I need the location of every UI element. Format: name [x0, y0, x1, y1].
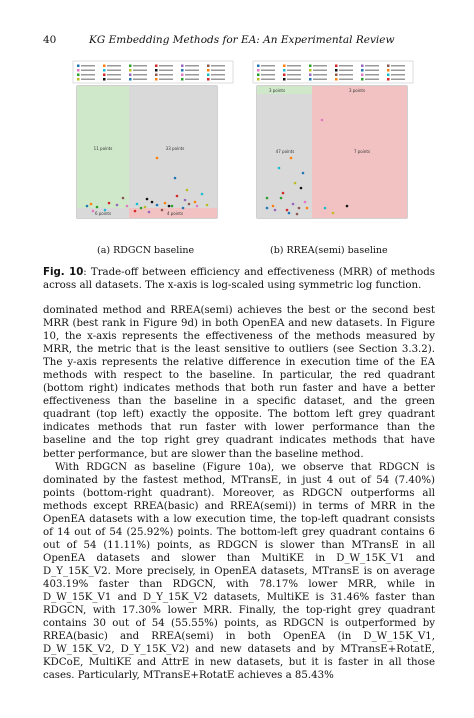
legend-entry [261, 65, 275, 67]
figure-b-chart [237, 58, 417, 228]
legend-entry [261, 70, 275, 72]
legend-entry [365, 74, 379, 76]
scatter-point [104, 209, 107, 212]
scatter-point [140, 207, 143, 210]
quadrant-bottom-right [312, 94, 407, 218]
legend-entry [365, 65, 379, 67]
scatter-point [290, 157, 293, 160]
scatter-point [116, 204, 119, 207]
legend-entry [133, 74, 147, 76]
legend-entry [81, 70, 95, 72]
legend-entry [339, 65, 353, 67]
legend-marker [361, 69, 364, 72]
scatter-point [90, 203, 93, 206]
legend-marker [283, 74, 286, 77]
scatter-point [186, 189, 189, 192]
legend-marker [77, 78, 80, 81]
legend-entry [391, 74, 405, 76]
paragraph-2: With RDGCN as baseline (Figure 10a), we observe that RDGCN is dominated by the fastest method, MTransE, in just 4 out of 54 (7.40%) points (bottom-right quadrant). Moreover, as RDGCN outperforms all methods except RREA(basic) and RREA(semi)) in terms of MRR in the OpenEA datasets with a low execution time, the top-left quadrant consists of 14 out of 54 (25.92%) points. The bottom-left grey quadrant contains 6 out of 54 (11.11%) points, as RDGCN is slower than MTransE in all OpenEA datasets and slower than MultiKE in D_W_15K_V1 and D_Y_15K_V2. More precisely, in OpenEA datasets, MTransE is on average 403.19% faster than RDGCN, with 78.17% lower MRR, while in D_W_15K_V1 and D_Y_15K_V2 datasets, MultiKE is 31.46% faster than RDGCN, with 17.30% lower MRR. Finally, the top-right grey quadrant contains 30 out of 54 (55.55%) points, as RDGCN is outperformed by RREA(basic) and RREA(semi) in both OpenEA (in D_W_15K_V1, D_W_15K_V2, D_Y_15K_V2) and new datasets and by MTransE+RotatE, KDCoE, MultiKE and AttrE in new datasets, but it is faster in all those cases. Particularly, MTransE+RotatE achieves a 85.43% [43, 461, 435, 682]
quadrant-bottom-left [257, 94, 312, 218]
legend-entry [287, 79, 301, 81]
page-number: 40 [43, 34, 57, 46]
scatter-point [282, 192, 285, 195]
legend-entry [185, 70, 199, 72]
figure-a-chart [57, 58, 237, 228]
scatter-point [184, 199, 187, 202]
quad-label-bl: 6 points [94, 211, 112, 216]
legend-marker [181, 65, 184, 68]
figure-b-svg [237, 58, 417, 228]
legend-marker [257, 69, 260, 72]
legend-marker [129, 74, 132, 77]
legend-marker [103, 78, 106, 81]
scatter-point [280, 197, 283, 200]
legend-marker [283, 65, 286, 68]
scatter-point [86, 205, 89, 208]
quad-label-tr: 3 points [348, 88, 366, 93]
legend-marker [103, 74, 106, 77]
legend-entry [81, 74, 95, 76]
legend-marker [283, 69, 286, 72]
legend-entry [391, 65, 405, 67]
scatter-point [346, 205, 349, 208]
scatter-point [288, 212, 291, 215]
legend-marker [387, 78, 390, 81]
legend-marker [129, 69, 132, 72]
legend-marker [257, 65, 260, 68]
legend-marker [335, 78, 338, 81]
legend-entry [391, 70, 405, 72]
legend-marker [283, 78, 286, 81]
legend-entry [159, 65, 173, 67]
legend-marker [103, 65, 106, 68]
legend-marker [77, 69, 80, 72]
scatter-point [266, 207, 269, 210]
legend-marker [387, 74, 390, 77]
legend-entry [185, 79, 199, 81]
quad-label-bl: 47 points [275, 149, 295, 154]
subfigure-label-b: (b) RREA(semi) baseline [270, 245, 388, 256]
scatter-point [174, 177, 177, 180]
scatter-point [196, 205, 199, 208]
legend-entry [339, 74, 353, 76]
scatter-point [274, 209, 277, 212]
legend-marker [335, 65, 338, 68]
paragraph-1: dominated method and RREA(semi) achieves the best or the second best MRR (best rank in Figure 9d) in both OpenEA and new datasets. In Figure 10, the x-axis represents the effectiveness of the methods measured by MRR, the metric that is the least sensitive to outliers (see Section 3.3.2). The y-axis represents the relative difference in execution time of the EA methods with respect to the baseline. In particular, the red quadrant (bottom right) indicates methods that both run faster and have a better effectiveness than the baseline in a specific dataset, and the green quadrant (top left) exactly the opposite. The bottom left grey quadrant indicates methods that run faster with lower performance than the baseline and the top right grey quadrant indicates methods that have better performance, but are slower than the baseline method. [43, 305, 435, 460]
legend-entry [365, 79, 379, 81]
legend-entry [133, 70, 147, 72]
legend-entry [185, 65, 199, 67]
legend-marker [77, 74, 80, 77]
quad-label-tr: 33 points [165, 146, 185, 151]
legend-entry [261, 79, 275, 81]
scatter-point [164, 202, 167, 205]
quad-label-br: 7 points [353, 149, 371, 154]
legend-marker [181, 69, 184, 72]
legend-entry [313, 74, 327, 76]
legend-marker [387, 65, 390, 68]
caption-text: : Trade-off between efficiency and effectiveness (MRR) of methods across all datasets. The x-axis is log-scaled using symmetric log function. [43, 267, 435, 291]
scatter-point [324, 207, 327, 210]
scatter-point [272, 205, 275, 208]
legend-marker [155, 69, 158, 72]
legend-entry [313, 79, 327, 81]
legend-marker [129, 65, 132, 68]
scatter-point [171, 205, 174, 208]
legend-entry [107, 79, 121, 81]
legend-entry [133, 79, 147, 81]
legend-entry [287, 74, 301, 76]
legend-entry [313, 70, 327, 72]
scatter-point [302, 172, 305, 175]
legend-marker [155, 78, 158, 81]
legend-entry [107, 74, 121, 76]
legend-marker [77, 65, 80, 68]
scatter-point [298, 207, 301, 210]
legend-entry [159, 79, 173, 81]
scatter-point [332, 212, 335, 215]
legend-marker [309, 65, 312, 68]
legend-marker [257, 74, 260, 77]
scatter-point [136, 203, 139, 206]
quad-label-tl: 11 points [93, 146, 113, 151]
quad-label-tl: 3 points [268, 88, 286, 93]
scatter-point [156, 204, 159, 207]
legend-entry [107, 70, 121, 72]
legend-entry [211, 65, 225, 67]
scatter-point [126, 205, 129, 208]
legend-marker [181, 78, 184, 81]
scatter-point [206, 204, 209, 207]
quad-label-br: 4 points [166, 211, 184, 216]
body-text [43, 304, 435, 682]
legend-marker [181, 74, 184, 77]
scatter-point [176, 195, 179, 198]
legend-entry [81, 65, 95, 67]
legend-marker [207, 74, 210, 77]
legend-entry [287, 65, 301, 67]
legend-marker [387, 69, 390, 72]
scatter-point [148, 211, 151, 214]
scatter-point [182, 207, 185, 210]
scatter-point [294, 182, 297, 185]
legend-entry [211, 79, 225, 81]
scatter-point [296, 213, 299, 216]
scatter-point [286, 209, 289, 212]
scatter-point [144, 206, 147, 209]
legend-entry [339, 70, 353, 72]
scatter-point [122, 197, 125, 200]
legend-marker [207, 69, 210, 72]
legend-marker [207, 65, 210, 68]
legend-marker [309, 74, 312, 77]
legend-entry [133, 65, 147, 67]
scatter-point [151, 201, 154, 204]
scatter-point [96, 206, 99, 209]
legend-entry [81, 79, 95, 81]
legend-marker [103, 69, 106, 72]
caption-label: Fig. 10 [43, 267, 84, 278]
legend-marker [155, 65, 158, 68]
legend-entry [339, 79, 353, 81]
legend-entry [185, 74, 199, 76]
legend-entry [261, 74, 275, 76]
legend-marker [309, 69, 312, 72]
scatter-point [156, 157, 159, 160]
scatter-point [304, 201, 307, 204]
scatter-point [201, 193, 204, 196]
scatter-point [300, 187, 303, 190]
legend-entry [287, 70, 301, 72]
legend-marker [335, 69, 338, 72]
legend-entry [107, 65, 121, 67]
scatter-point [278, 167, 281, 170]
legend-entry [211, 70, 225, 72]
legend-entry [391, 79, 405, 81]
subfigure-label-a: (a) RDGCN baseline [97, 245, 195, 256]
scatter-point [168, 205, 171, 208]
figure-caption [43, 266, 435, 292]
scatter-point [188, 203, 191, 206]
legend-entry [365, 70, 379, 72]
scatter-point [134, 210, 137, 213]
legend-entry [211, 74, 225, 76]
legend-marker [361, 78, 364, 81]
legend-marker [361, 65, 364, 68]
scatter-point [146, 198, 149, 201]
scatter-point [161, 209, 164, 212]
scatter-point [92, 210, 95, 213]
legend-entry [313, 65, 327, 67]
legend-marker [257, 78, 260, 81]
scatter-point [266, 197, 269, 200]
scatter-point [306, 207, 309, 210]
legend-marker [361, 74, 364, 77]
scatter-point [194, 201, 197, 204]
legend-marker [207, 78, 210, 81]
scatter-point [292, 203, 295, 206]
legend-marker [335, 74, 338, 77]
scatter-point [108, 202, 111, 205]
running-title: KG Embedding Methods for EA: An Experimental Review [89, 34, 395, 46]
legend-marker [309, 78, 312, 81]
legend-marker [129, 78, 132, 81]
figure-a-svg [57, 58, 237, 228]
legend-entry [159, 74, 173, 76]
legend-marker [155, 74, 158, 77]
scatter-point [321, 119, 324, 122]
legend-entry [159, 70, 173, 72]
